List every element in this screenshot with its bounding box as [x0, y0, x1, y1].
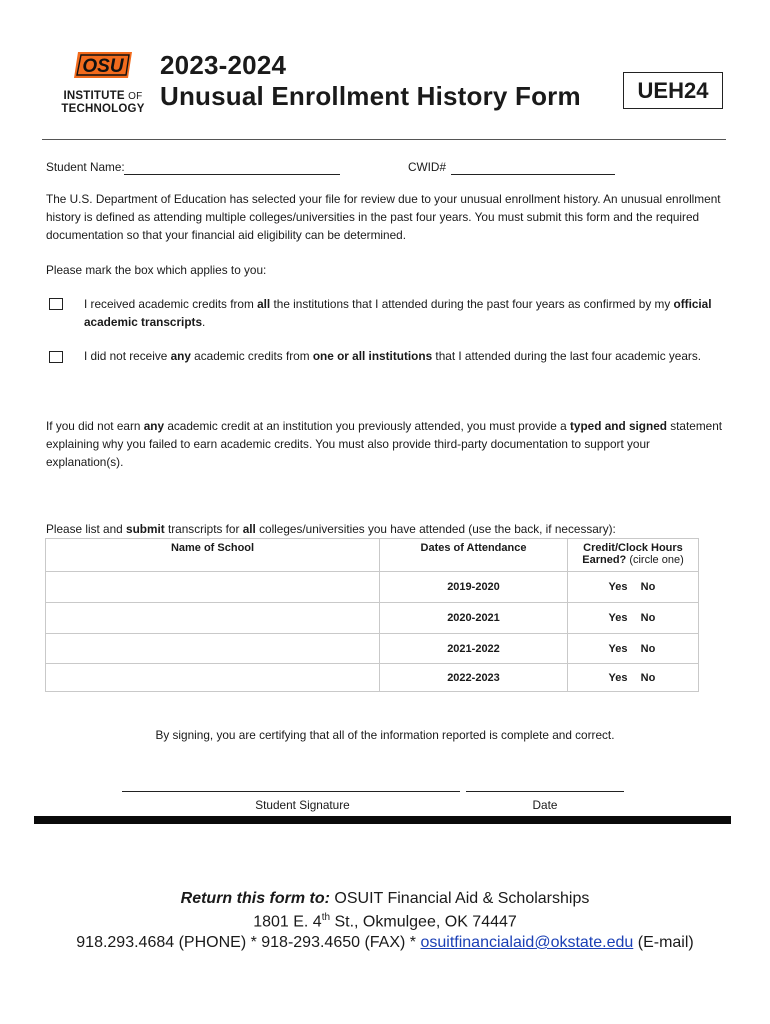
credit-cell — [568, 603, 699, 634]
return-to-line — [0, 890, 770, 908]
school-name-cell[interactable] — [46, 572, 380, 603]
logo-wordmark — [60, 90, 146, 115]
mark-prompt: Please mark the box which applies to you: — [46, 263, 267, 277]
no-option[interactable]: No — [640, 642, 656, 655]
table-header-row — [46, 539, 699, 572]
certify-statement: By signing, you are certifying that all of the information reported is complete and correct. — [155, 728, 615, 742]
table-row — [46, 572, 699, 603]
list-prompt: Please list and submit transcripts for all colleges/universities you have attended (use the back, if necessary): — [46, 522, 616, 536]
yes-option[interactable]: Yes — [608, 642, 628, 655]
student-name-field[interactable] — [124, 174, 340, 175]
logo-line-of: OF — [128, 91, 143, 102]
header-divider — [42, 139, 726, 140]
intro-paragraph: The U.S. Department of Education has selected your file for review due to your unusual enrollment history. An unusual enrollment history is defined as attending multiple colleges/universities in the past four years. You must submit this form and the required documentation so that your financial aid eligibility can be determined. — [46, 192, 721, 242]
col-header-credit: Credit/Clock Hours Earned? (circle one) — [568, 539, 699, 572]
address-line: 1801 E. 4th St., Okmulgee, OK 74447 — [253, 912, 517, 931]
yes-option[interactable]: Yes — [608, 612, 628, 624]
student-signature-label: Student Signature — [255, 798, 350, 812]
table-row — [46, 634, 699, 664]
return-label: Return this form to: — [180, 890, 330, 907]
student-name-label: Student Name: — [46, 160, 125, 174]
date-field[interactable] — [466, 791, 624, 792]
osuit-logo — [58, 50, 148, 120]
no-option[interactable]: No — [640, 671, 656, 684]
no-option[interactable]: No — [640, 612, 656, 624]
form-title: Unusual Enrollment History Form — [160, 81, 581, 111]
cwid-label: CWID# — [408, 160, 447, 174]
dates-cell: 2020-2021 — [380, 603, 568, 634]
dates-cell: 2019-2020 — [380, 572, 568, 603]
logo-line-technology: TECHNOLOGY — [61, 103, 145, 115]
form-year: 2023-2024 — [160, 50, 287, 80]
osu-logo-mark — [72, 50, 134, 80]
credit-cell — [568, 634, 699, 664]
footer-divider — [34, 816, 731, 824]
option-no-credits-checkbox[interactable] — [49, 351, 63, 363]
credit-cell — [568, 572, 699, 603]
office-name: OSUIT Financial Aid & Scholarships — [329, 890, 590, 907]
no-credit-instructions: If you did not earn any academic credit at an institution you previously attended, you must provide a typed and signed statement explaining why you failed to earn academic credits. You must also provide third-party documentation to support your explanation(s). — [46, 419, 723, 469]
dates-cell: 2022-2023 — [380, 664, 568, 692]
email-link[interactable]: osuitfinancialaid@okstate.edu — [420, 934, 634, 951]
table-row — [46, 603, 699, 634]
schools-table — [45, 538, 699, 692]
no-option[interactable]: No — [640, 581, 656, 593]
date-label: Date — [532, 798, 558, 812]
col-header-dates: Dates of Attendance — [380, 539, 568, 572]
yes-option[interactable]: Yes — [608, 671, 628, 684]
logo-osu-text: OSU — [82, 56, 124, 77]
option-no-credits-text: I did not receive any academic credits from one or all institutions that I attended during the last four academic years. — [84, 349, 702, 363]
school-name-cell[interactable] — [46, 634, 380, 664]
dates-cell: 2021-2022 — [380, 634, 568, 664]
table-row — [46, 664, 699, 692]
contact-line: 918.293.4684 (PHONE) * 918-293.4650 (FAX) * osuitfinancialaid@okstate.edu (E-mail) — [76, 934, 694, 951]
option-all-credits-checkbox[interactable] — [49, 298, 63, 310]
school-name-cell[interactable] — [46, 603, 380, 634]
logo-line-institute: INSTITUTE — [63, 90, 125, 102]
school-name-cell[interactable] — [46, 664, 380, 692]
option-all-credits-text: I received academic credits from all the institutions that I attended during the past four years as confirmed by my official academic transcripts. — [84, 297, 712, 329]
col-header-school: Name of School — [46, 539, 380, 572]
credit-cell — [568, 664, 699, 692]
yes-option[interactable]: Yes — [608, 581, 628, 593]
form-code-badge: UEH24 — [623, 72, 723, 109]
cwid-field[interactable] — [451, 174, 615, 175]
student-signature-field[interactable] — [122, 791, 460, 792]
